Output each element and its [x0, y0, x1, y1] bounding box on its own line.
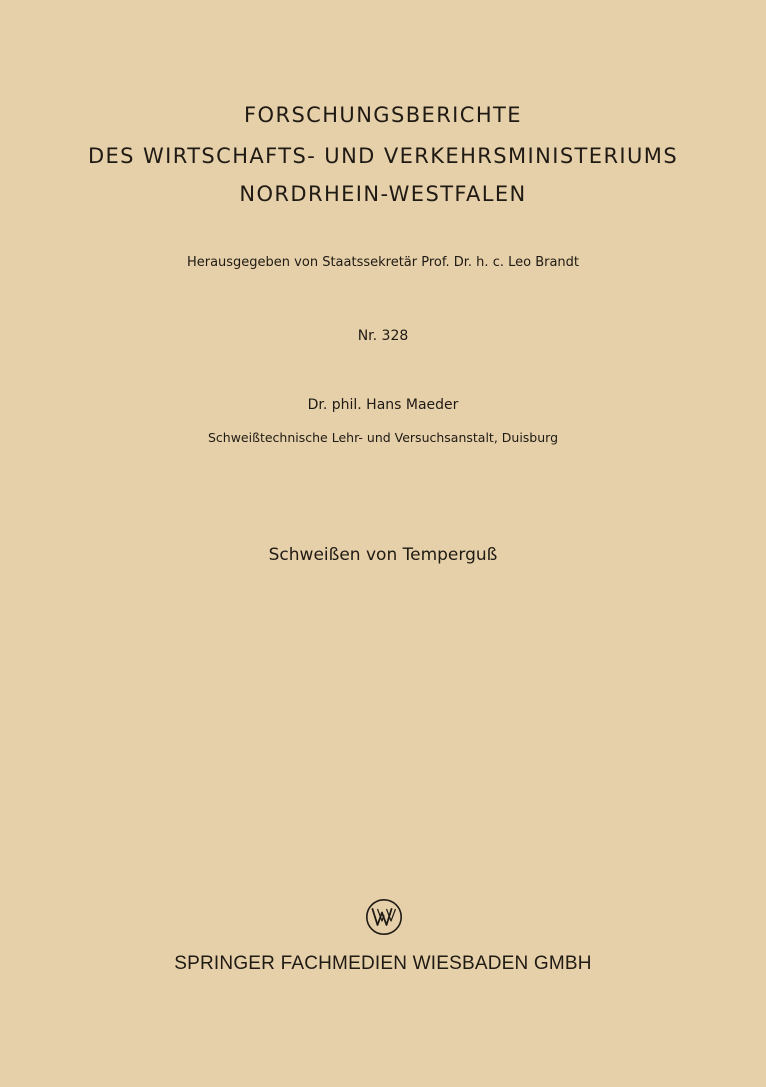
editor-line: Herausgegeben von Staatssekretär Prof. Dr. h. c. Leo Brandt: [186, 255, 580, 270]
springer-w-logo-icon: [365, 898, 403, 936]
publisher-name: SPRINGER FACHMEDIEN WIESBADEN GMBH: [174, 953, 592, 974]
author-name: Dr. phil. Hans Maeder: [307, 397, 459, 413]
series-title-line-1: FORSCHUNGSBERICHTE: [244, 103, 522, 127]
book-title: Schweißen von Temperguß: [268, 545, 498, 565]
author-affiliation: Schweißtechnische Lehr- und Versuchsanstalt, Duisburg: [207, 430, 559, 445]
report-number: Nr. 328: [357, 328, 409, 344]
series-title-line-2: DES WIRTSCHAFTS- UND VERKEHRSMINISTERIUMS: [87, 144, 679, 168]
series-title-line-3: NORDRHEIN-WESTFALEN: [239, 182, 527, 206]
